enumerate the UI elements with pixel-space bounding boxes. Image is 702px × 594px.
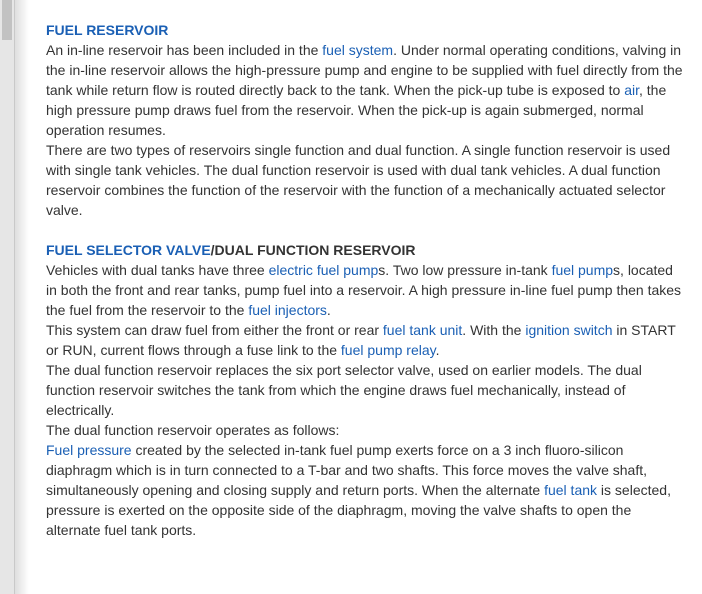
section-fuel-selector-valve — [46, 240, 686, 540]
inline-link[interactable]: ignition switch — [525, 322, 613, 338]
paragraph — [46, 260, 686, 320]
text-run: created by the selected in-tank fuel pump exerts force on a 3 inch fluoro-silicon diaphragm which is in turn connected to a T-bar and two shafts. This force moves the valve shaft, simultaneously opening and closing supply and return ports. When the alternate — [46, 442, 648, 498]
page-edge-shadow — [15, 0, 29, 594]
paragraph — [46, 420, 686, 440]
paragraph — [46, 440, 686, 540]
text-run: . — [435, 342, 440, 358]
text-run: in START or RUN, current flows through a fuse link to the — [46, 322, 676, 358]
paragraph — [46, 360, 686, 420]
text-run: s. Two low pressure in-tank — [378, 262, 552, 278]
inline-link[interactable]: Fuel pressure — [46, 442, 132, 458]
section-heading — [46, 240, 686, 260]
heading-link[interactable]: FUEL SELECTOR VALVE — [46, 242, 211, 258]
paragraph — [46, 320, 686, 360]
text-run: The dual function reservoir replaces the six port selector valve, used on earlier models. The dual function reservoir switches the tank from which the engine draws fuel mechanically, instead of electrically. — [46, 362, 642, 418]
paragraph — [46, 140, 686, 220]
text-run: . With the — [462, 322, 526, 338]
text-run: , the high pressure pump draws fuel from the reservoir. When the pick-up is again submerged, normal operation resumes. — [46, 82, 667, 138]
inline-link[interactable]: fuel pump relay — [340, 342, 436, 358]
section-fuel-reservoir — [46, 20, 686, 220]
scrollbar-thumb[interactable] — [2, 0, 12, 40]
text-run: is selected, pressure is exerted on the opposite side of the diaphragm, moving the valve shafts to open the alternate fuel tank ports. — [46, 482, 671, 538]
paragraph — [46, 40, 686, 140]
vertical-scrollbar[interactable] — [0, 0, 15, 594]
article-content — [46, 20, 686, 540]
inline-link[interactable]: fuel pump — [551, 262, 614, 278]
section-heading — [46, 20, 686, 40]
text-run: s, located in both the front and rear tanks, pump fuel into a reservoir. A high pressure in-line fuel pump then takes the fuel from the reservoir to the — [46, 262, 682, 318]
heading-text: /DUAL FUNCTION RESERVOIR — [210, 242, 416, 258]
inline-link[interactable]: fuel system — [322, 42, 394, 58]
inline-link[interactable]: electric fuel pump — [268, 262, 379, 278]
heading-link[interactable]: FUEL RESERVOIR — [46, 22, 169, 38]
text-run: This system can draw fuel from either the front or rear — [46, 322, 383, 338]
text-run: . Under normal operating conditions, valving in the in-line reservoir allows the high-pressure pump and engine to be supplied with fuel directly from the tank while return flow is routed directly back to the tank. When the pick-up tube is exposed to — [46, 42, 683, 98]
inline-link[interactable]: air — [624, 82, 639, 98]
text-run: Vehicles with dual tanks have three — [46, 262, 269, 278]
text-run: . — [326, 302, 331, 318]
inline-link[interactable]: fuel tank — [544, 482, 598, 498]
inline-link[interactable]: fuel injectors — [248, 302, 327, 318]
inline-link[interactable]: fuel tank unit — [382, 322, 463, 338]
text-run: The dual function reservoir operates as follows: — [46, 422, 340, 438]
text-run: There are two types of reservoirs single function and dual function. A single function reservoir is used with single tank vehicles. The dual function reservoir is used with dual tank vehicles. A dual function reservoir combines the function of the reservoir with the function of a mechanically actuated selector valve. — [46, 142, 671, 218]
text-run: An in-line reservoir has been included in the — [46, 42, 323, 58]
